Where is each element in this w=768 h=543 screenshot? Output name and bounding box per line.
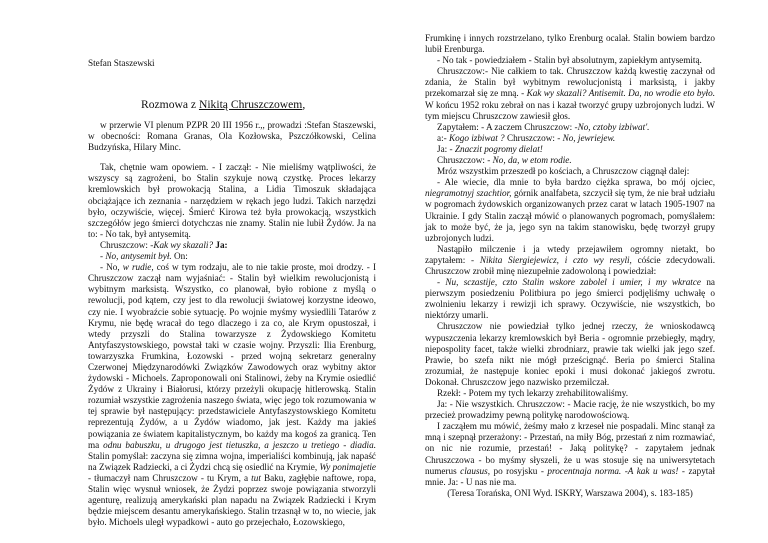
- quote: Wy ponimajetie: [319, 461, 377, 472]
- quote: No, antysemit był.: [105, 251, 172, 262]
- text: Stalin pomyślał: zaczyna się zimna wojna, imperialiści kombinują, jak napaść na Związek Radziecki, a ci Żydzi chcą się osiedlić na Krymie,: [88, 450, 376, 472]
- text: górnik analfabeta, szczycił się tym, że nie brał udziału w pogromach żydowskich organizowanych przez carat w latach 1905-1907 na Ukrainie. I gdy Stalin zaczął mówić o planowanych pogromach, pomyślałem: jak to może być, że ja, jego syn na takim stanowisku, będę tworzył grupy uzbrojonych ludzi.: [425, 188, 715, 243]
- quote: Kak wy skazali? Antisemit. Da, no wrodie eto było.: [526, 88, 715, 99]
- paragraph: Rzekł: - Potem my tych lekarzy zrehabilitowaliśmy.: [437, 388, 629, 398]
- text: a:-: [437, 132, 449, 143]
- title-name: Nikitą Chruszczowem: [198, 98, 303, 111]
- right-column: [425, 33, 715, 499]
- source-citation: (Teresa Torańska, ONI Wyd. ISKRY, Warszawa 2004), s. 183-185): [447, 487, 693, 498]
- paragraph: [425, 122, 715, 133]
- paragraph: Chruszczow nie powiedział tylko jednej rzeczy, że wnioskodawcą wypuszczenia lekarzy kremlowskich był Beria - ogromnie przebiegły, mądry, niepospolity facet, także wielki zbrodniarz, prawie tak wielki jak jego szef. Prawie, bo szefa nikt nie mógł prześcignąć. Beria po śmierci Stalina zrozumiał, że następuje koniec epoki i musi dokonać jakiegoś zwrotu. Dokonał. Chruszczow jego nazwisko przemilczał.: [425, 321, 715, 387]
- speaker: Ja:: [213, 239, 228, 250]
- quote: odnu babuszku, u drugogo jest tietuszka, a jeszczo u tretiego - diadia.: [103, 439, 376, 450]
- text: W końcu 1952 roku zebrał on nas i kazał tworzyć grupy uzbrojonych ludzi. W tym miejscu Chruszczow zawiesił głos.: [425, 99, 715, 121]
- text: zapytał mnie. Ja: - U nas nie ma.: [425, 465, 715, 487]
- paragraph: [425, 155, 715, 166]
- quote: tut: [251, 472, 261, 483]
- paragraph: Frumkinę i innych rozstrzelano, tylko Erenburg ocalał. Stalin bowiem bardzo lubił Erenburga.: [425, 33, 715, 55]
- text: -: [437, 277, 446, 288]
- paragraph: Tak, chętnie wam opowiem. - I zaczął: - Nie mieliśmy wątpliwości, że wszyscy są zagrożeni, bo Stalin szykuje nową czystkę. Proces lekarzy kremlowskich był prowokacją Stalina, a Lidia Timoszuk składająca obciążające ich zeznania - narzędziem w rękach jego ludzi. Takich narzędzi było, oczywiście, więcej. Śmierć Kirowa też była prowokacją, wszystkich szczegółów jego śmierci dotychczas nie znamy. Stalin nie lubił Żydów. Ja na to: - No tak, był antysemitą.: [88, 162, 376, 239]
- paragraph: [425, 144, 715, 155]
- text: cóście zdecydowali. Chruszczow zrobił minę niezupełnie zadowoloną i powiedział:: [425, 254, 715, 276]
- text: On:: [171, 251, 188, 262]
- title-prefix: Rozmowa z: [141, 98, 199, 111]
- text: - Ale wiecie, dla mnie to była bardzo ciężka sprawa, bo mój ojciec,: [437, 177, 715, 188]
- quote: No, cztoby izbiwat'.: [577, 121, 650, 132]
- quote: niegramotnyj szachtior,: [425, 188, 512, 199]
- text: Baku, zagłębie naftowe, ropa, Stalin więc wysnuł wniosek, że Żydzi poprzez swoje powiązania stworzyli agenturę, realizują amerykański plan napadu na Związek Radziecki i Krym będzie miejscem desantu amerykańskiego. Stalin trzasnął w to, no wiecie, jak było. Michoels uległ wypadkowi - auto go przejechało, Łozowskiego,: [88, 472, 376, 528]
- text: - tłumaczył nam Chruszczow - tu Krym, a: [88, 472, 252, 483]
- paragraph: [425, 177, 715, 244]
- paragraph: Mróz wszystkim przeszedł po kościach, a Chruszczow ciągnął dalej:: [437, 166, 690, 177]
- text: Chruszczow:- Nie całkiem to tak. Chruszczow każdą kwestię zaczynał od zdania, że Stalin był wybitnym rewolucjonistą i marksistą, i jakby przekomarzał się ze mną. -: [425, 66, 715, 99]
- paragraph: [425, 133, 715, 144]
- paragraph: [425, 277, 715, 321]
- text: Zapytałem: - A zaczem Chruszczow: -: [437, 121, 578, 132]
- text: - No,: [100, 262, 123, 273]
- quote: Nu, sczastije, czto Stalin wskore zabolel i umier, i my wkratce: [445, 277, 702, 288]
- paragraph: - No tak - powiedziałem - Stalin był absolutnym, zapiekłym antysemitą.: [437, 55, 702, 66]
- quote: clausus,: [460, 465, 490, 476]
- quote: procentnaja norma. -A kak u was! -: [547, 465, 685, 476]
- paragraph: [425, 421, 715, 488]
- text: Chruszczow: -: [100, 239, 154, 250]
- text: Nastąpiło milczenie i ja wtedy przejawiłem ogromny nietakt, bo zapytałem: -: [425, 243, 715, 265]
- text: Chruszczow: -: [437, 155, 493, 166]
- text: Ja: -: [437, 143, 455, 154]
- text: na pierwszym posiedzeniu Politbiura po jego śmierci podjęliśmy uchwałę o zwolnieniu lekarzy i rewizji ich sprawy. Oczywiście, nie wszystkich, bo niektórzy umarli.: [425, 277, 715, 321]
- text: I zacząłem mu mówić, żeśmy mało z krzeseł nie pospadali. Minc stanął za mną i szepnął przerażony: - Przestań, na miły Bóg, przestań z nim rozmawiać, on nic nie rozumie, przestań! - Jaką politykę? - zapytałem jednak Chruszczowa - bo myśmy słyszeli, że u was stosuje się na uniwersytetach numerus: [425, 421, 715, 476]
- article-title: [141, 98, 305, 111]
- quote: Kogo izbiwat ?: [449, 132, 505, 143]
- text: Chruszczow: -: [504, 132, 563, 143]
- author-name: Stefan Staszewski: [88, 58, 155, 68]
- paragraph: [88, 240, 376, 251]
- title-suffix: ,: [302, 98, 306, 111]
- quote: w rudie,: [122, 262, 154, 273]
- quote: No, da, w etom rodie.: [492, 155, 572, 166]
- paragraph: [88, 251, 376, 262]
- quote: No, jewriejew.: [562, 132, 616, 143]
- text: -: [100, 251, 106, 262]
- intro-paragraph: w przerwie VI plenum PZPR 20 III 1956 r.,, prowadzi :Stefan Staszewski, w obecności: Romana Granas, Ola Kozłowska, Pszczółkowski, Celina Budzyńska, Hilary Minc.: [88, 120, 376, 153]
- quote: Znaczit pogromy dielat!: [454, 143, 543, 154]
- spacer: [88, 153, 376, 162]
- left-column: [88, 120, 376, 528]
- paragraph: [425, 244, 715, 277]
- paragraph: Ja: - Nie wszystkich. Chruszczow: - Macie rację, że nie wszystkich, bo my przecież prowadzimy pewną politykę narodowościową.: [425, 399, 715, 421]
- paragraph: [425, 66, 715, 121]
- quote: Nikita Siergiejewicz, i czto wy resyli,: [479, 254, 632, 265]
- quote: Kak wy skazali?: [153, 239, 214, 250]
- paragraph: [88, 262, 376, 528]
- text: coś w tym rodzaju, ale to nie takie proste, moi drodzy. - I Chruszczow zaczął nam wyjaśniać: - Stalin był wielkim rewolucjonistą i wybitnym marksistą. Wszystko, co planował, było robione z myślą o rewolucji, pod kątem, czy jest to dla rewolucji światowej korzystne ideowo, czy nie. I wyobraźcie sobie sytuację. Po wojnie myśmy wysiedlili Tatarów z Krymu, nie będę wracał do tego dlaczego i za co, ale Krym opustoszał, i wtedy przyszli do Stalina towarzysze z Żydowskiego Komitetu Antyfaszystowskiego, powstał taki w czasie wojny. Przyszli: Ilia Erenburg, towarzyszka Frumkina, Łozowski - przed wojną sekretarz generalny Czerwonej Międzynarodówki Związków Zawodowych oraz wybitny aktor żydowski - Michoels. Zaproponowali oni Stalinowi, żeby na Krymie osiedlić Żydów z Ukrainy i Białorusi, którzy przeżyli okupację hitlerowską. Stalin rozumiał wszystkie zagrożenia naszego świata, więc jego tok rozumowania w tej sprawie był następujący: przedstawiciele Antyfaszystowskiego Komitetu reprezentują Żydów, a u Żydów wiadomo, jak jest. Każdy ma jakieś powiązania ze światem kapitalistycznym, bo każdy ma kogoś za granicą. Ten ma: [88, 262, 376, 450]
- text: po rosyjsku -: [490, 465, 548, 476]
